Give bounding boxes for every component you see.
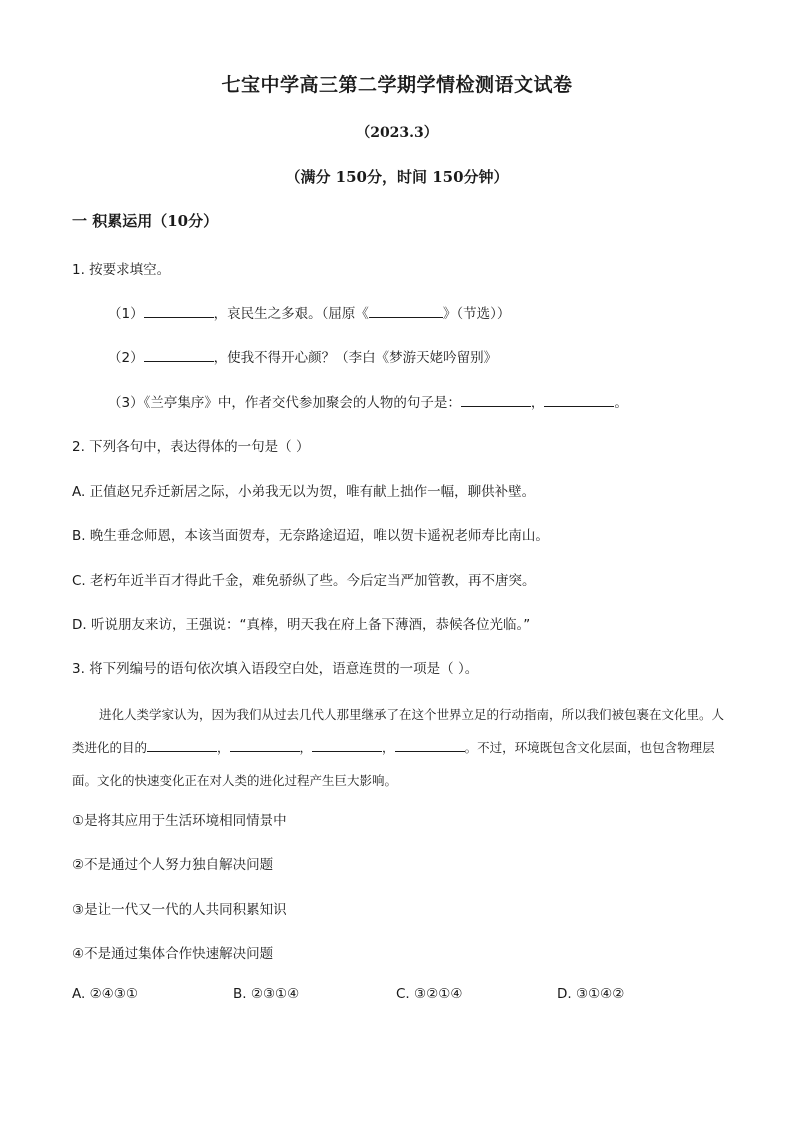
q3-blank-2[interactable] [230,737,300,752]
q1-item1-number: （1） [108,306,144,322]
q1-item1-text-b: 》（节选）） [442,306,511,322]
q1-item3-end: 。 [614,395,628,411]
q3-passage-text-a: 进化人类学家认为，因为我们从过去几代人那里继承了在这个世界立足的行动指南，所以我们被包裹在文化里。人类进化的目的 [72,707,725,755]
exam-date: （2023.3） [356,125,438,141]
q1-item1-blank-1[interactable] [144,303,214,318]
exam-title: 七宝中学高三第二学期学情检测语文试卷 [221,74,573,96]
q1-item2-number: （2） [108,350,144,366]
q3-choice-d: D. ③①④② [557,986,625,1002]
q1-item3-separator: ， [530,395,545,411]
q3-blank-4[interactable] [395,737,465,752]
q1-item-2 [108,346,497,366]
q2-option-b: B. 晚生垂念师恩，本该当面贺寿，无奈路途迢迢，唯以贺卡遥祝老师寿比南山。 [72,528,549,544]
q3-choice-a: A. ②④③① [72,986,138,1002]
q3-item-2: ②不是通过个人努力独自解决问题 [72,857,274,873]
q3-item-4: ④不是通过集体合作快速解决问题 [72,946,274,962]
section-heading: 一 积累运用（10分） [72,212,219,230]
q3-blank-3[interactable] [312,737,382,752]
score-time-info: （满分 150分，时间 150分钟） [285,168,509,186]
q1-stem: 1. 按要求填空。 [72,262,171,278]
q3-choice-c: C. ③②①④ [396,986,463,1002]
q1-item1-blank-2[interactable] [369,303,443,318]
q1-item3-text: （3）《兰亭集序》中，作者交代参加聚会的人物的句子是： [108,395,461,411]
q3-stem: 3. 将下列编号的语句依次填入语段空白处，语意连贯的一项是（ ）。 [72,661,479,677]
q3-comma-3: ， [382,740,395,755]
q1-item-1 [108,302,510,322]
q3-item-1: ①是将其应用于生活环境相同情景中 [72,813,287,829]
q1-item3-blank-1[interactable] [461,392,531,407]
q3-item-3: ③是让一代又一代的人共同积累知识 [72,902,287,918]
q2-stem: 2. 下列各句中，表达得体的一句是（ ） [72,439,310,455]
q3-comma-1: ， [217,740,230,755]
q1-item2-blank[interactable] [144,347,214,362]
q1-item-3 [108,391,628,411]
q1-item2-text: ，使我不得开心颜？（李白《梦游天姥吟留别》 [213,350,498,366]
q3-passage [72,698,727,797]
q3-passage-text-b: 。不过，环境既包含文化层面，也包含物理层面。文化的快速变化正在对人类的进化过程产生巨大影响。 [72,740,715,788]
q3-choice-b: B. ②③①④ [233,986,300,1002]
q2-option-a: A. 正值赵兄乔迁新居之际，小弟我无以为贺，唯有献上拙作一幅，聊供补壁。 [72,484,536,500]
q3-comma-2: ， [299,740,313,755]
q1-item3-blank-2[interactable] [544,392,614,407]
q2-option-d: D. 听说朋友来访，王强说：“真棒，明天我在府上备下薄酒，恭候各位光临。” [72,617,531,633]
q3-blank-1[interactable] [147,737,217,752]
q1-item1-text-a: ，哀民生之多艰。（屈原《 [213,306,369,322]
q2-option-c: C. 老朽年近半百才得此千金，难免骄纵了些。今后定当严加管教，再不唐突。 [72,573,536,589]
